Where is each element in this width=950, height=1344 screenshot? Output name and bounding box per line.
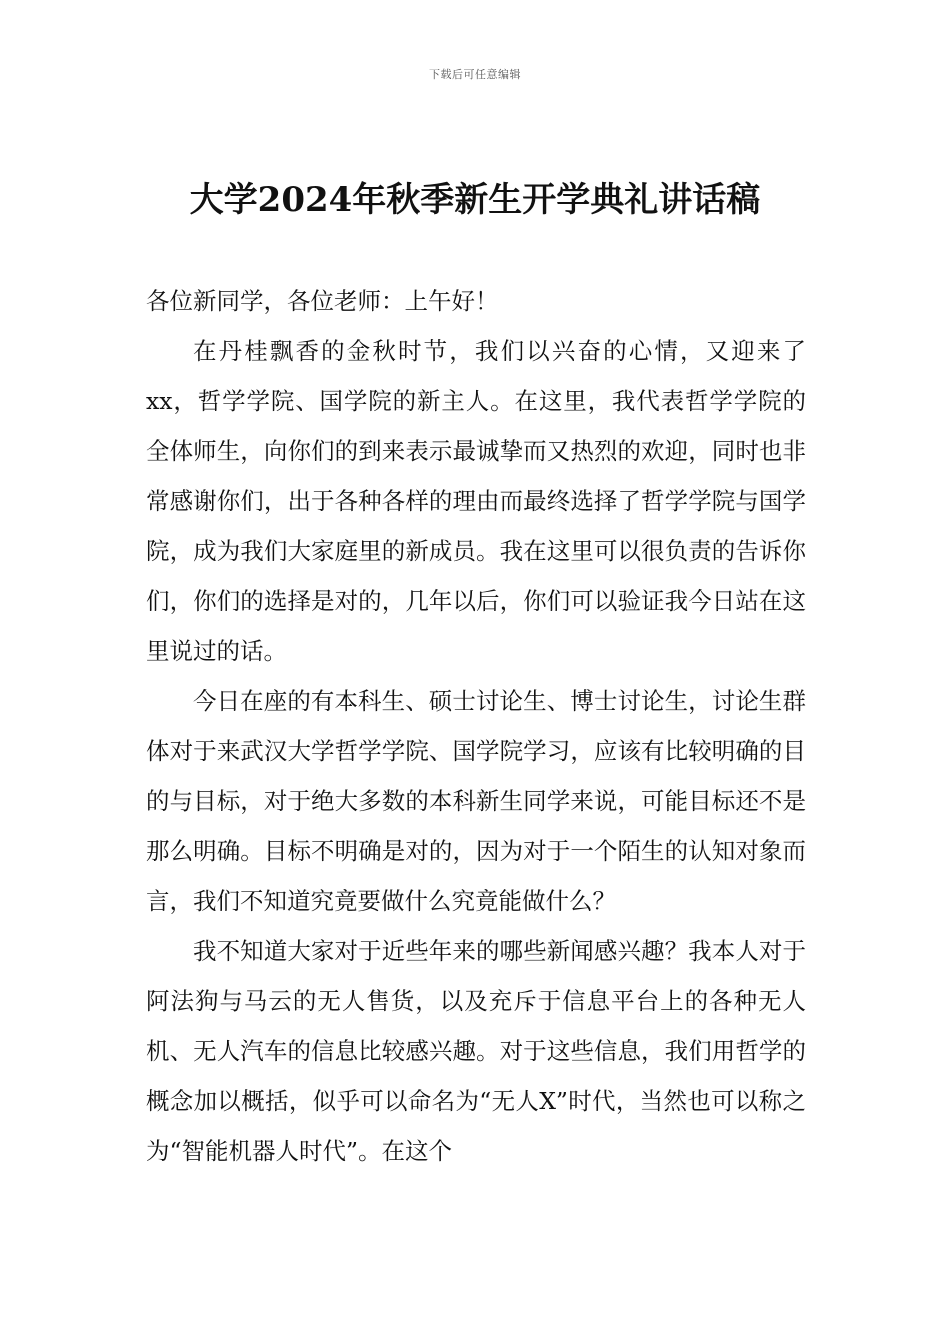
salutation: 各位新同学，各位老师：上午好！: [146, 287, 499, 315]
header-note: 下载后可任意编辑: [429, 68, 521, 81]
paragraph-2: 今日在座的有本科生、硕士讨论生、博士讨论生，讨论生群体对于来武汉大学哲学学院、国学院学习，应该有比较明确的目的与目标，对于绝大多数的本科新生同学来说，可能目标还不是那么明确。目标不明确是对的，因为对于一个陌生的认知对象而言，我们不知道究竟要做什么究竟能做什么？: [146, 687, 806, 915]
document-body: [146, 276, 806, 1176]
paragraph-3: 我不知道大家对于近些年来的哪些新闻感兴趣？我本人对于阿法狗与马云的无人售货，以及充斥于信息平台上的各种无人机、无人汽车的信息比较感兴趣。对于这些信息，我们用哲学的概念加以概括，似乎可以命名为“无人X”时代，当然也可以称之为“智能机器人时代”。在这个: [146, 937, 806, 1165]
document-title: 大学2024年秋季新生开学典礼讲话稿: [189, 180, 761, 220]
paragraph-1: 在丹桂飘香的金秋时节，我们以兴奋的心情，又迎来了xx，哲学学院、国学院的新主人。在这里，我代表哲学学院的全体师生，向你们的到来表示最诚挚而又热烈的欢迎，同时也非常感谢你们，出于各种各样的理由而最终选择了哲学学院与国学院，成为我们大家庭里的新成员。我在这里可以很负责的告诉你们，你们的选择是对的，几年以后，你们可以验证我今日站在这里说过的话。: [146, 337, 806, 665]
